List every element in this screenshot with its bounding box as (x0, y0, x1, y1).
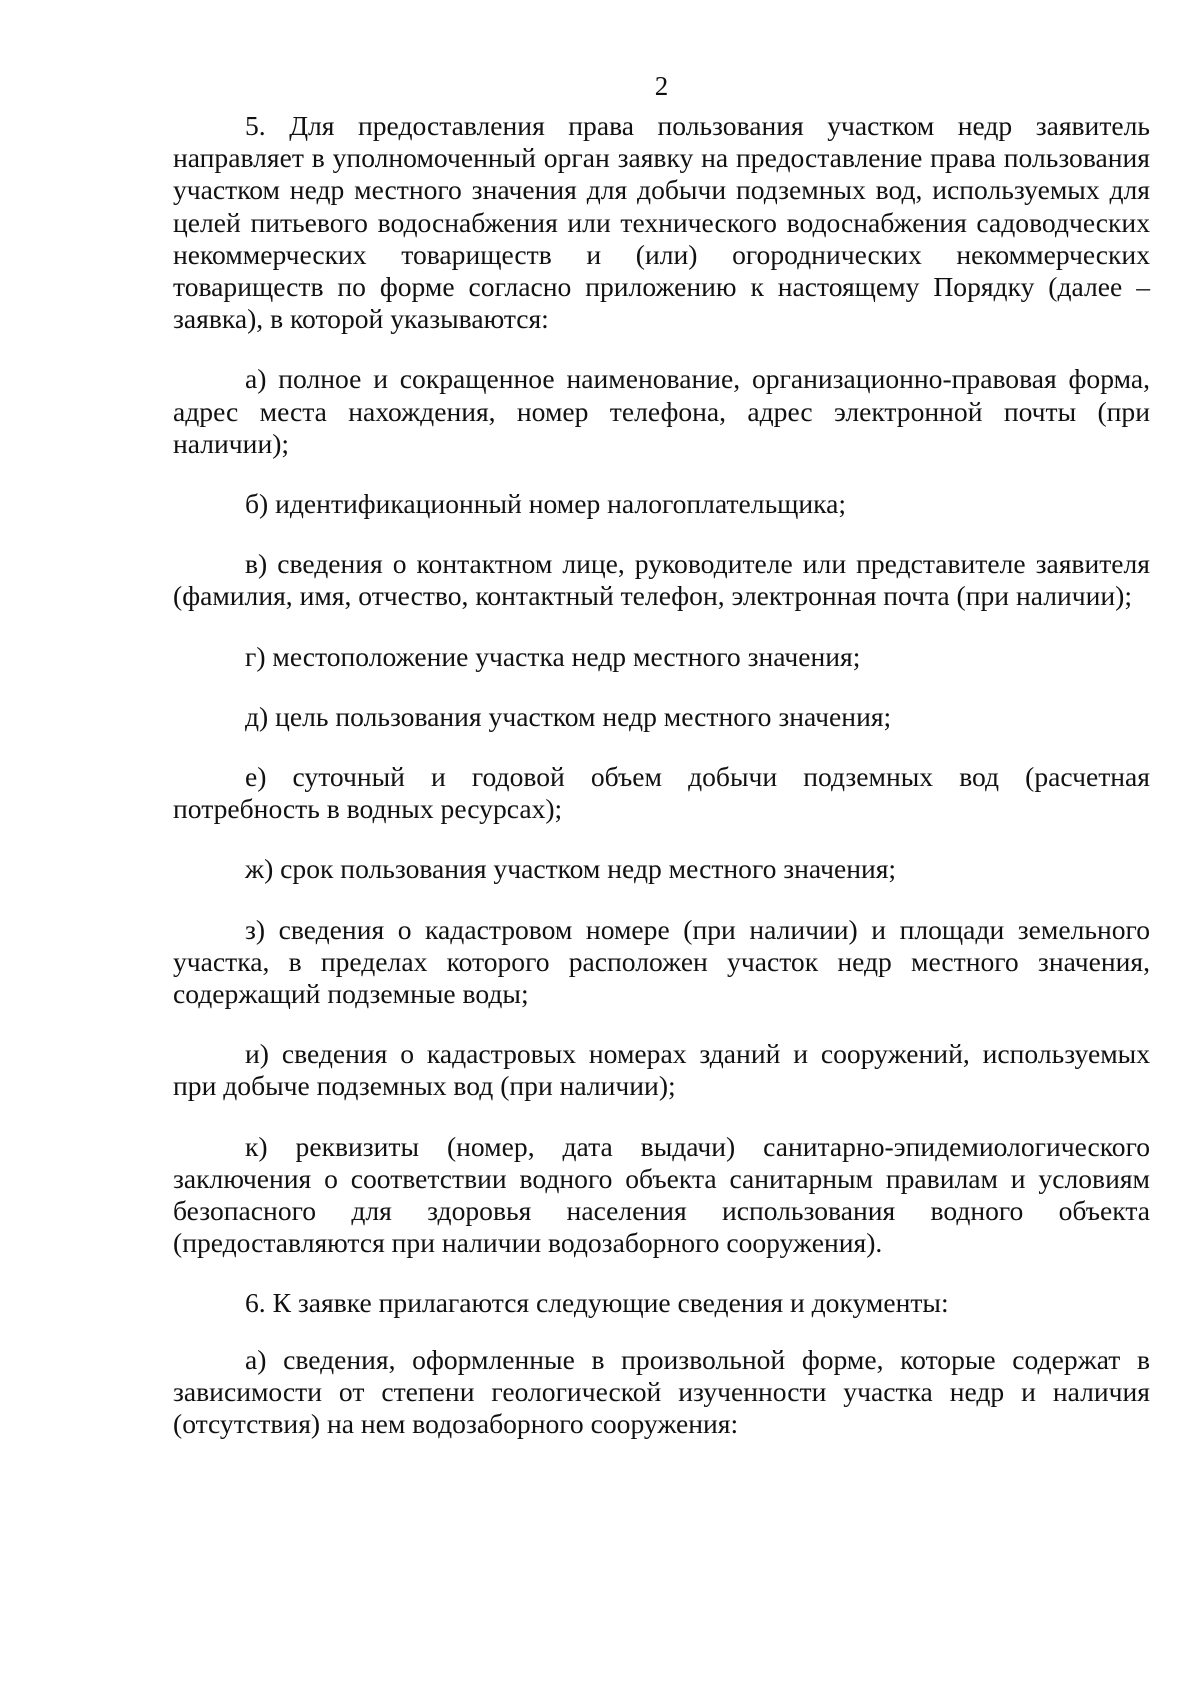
paragraph-6-attachments: 6. К заявке прилагаются следующие сведения и документы: (245, 1287, 949, 1319)
paragraph-5v-contact-person: в) сведения о контактном лице, руководителе или представителе заявителя (фамилия, имя, отчество, контактный телефон, электронная почта (при наличии); (173, 548, 1150, 612)
paragraph-5-application: 5. Для предоставления права пользования участком недр заявитель направляет в уполномоченный орган заявку на предоставление права пользования участком недр местного значения для добычи подземных вод, используемых для целей питьевого водоснабжения или технического водоснабжения садоводческих некоммерческих товариществ и (или) огороднических некоммерческих товариществ по форме согласно приложению к настоящему Порядку (далее – заявка), в которой указываются: (173, 110, 1150, 335)
page-number: 2 (654, 71, 669, 101)
paragraph-5b-inn: б) идентификационный номер налогоплательщика; (245, 488, 847, 520)
paragraph-5k-sanitary-conclusion: к) реквизиты (номер, дата выдачи) санитарно-эпидемиологического заключения о соответствии водного объекта санитарным правилам и условиям безопасного для здоровья населения использования водного объекта (предоставляются при наличии водозаборного сооружения). (173, 1130, 1150, 1259)
paragraph-5i-buildings: и) сведения о кадастровых номерах зданий и сооружений, используемых при добыче подземных вод (при наличии); (173, 1038, 1150, 1102)
document-page (173, 70, 1150, 1440)
paragraph-5zh-term: ж) срок пользования участком недр местного значения; (245, 853, 897, 885)
paragraph-5z-land-plot: з) сведения о кадастровом номере (при наличии) и площади земельного участка, в пределах которого расположен участок недр местного значения, содержащий подземные воды; (173, 913, 1150, 1010)
paragraph-5d-purpose: д) цель пользования участком недр местного значения; (245, 700, 892, 732)
paragraph-5e-volume: е) суточный и годовой объем добычи подземных вод (расчетная потребность в водных ресурсах); (173, 761, 1150, 825)
paragraph-5g-location: г) местоположение участка недр местного значения; (245, 640, 861, 672)
paragraph-5a-name-address: а) полное и сокращенное наименование, организационно-правовая форма, адрес места нахождения, номер телефона, адрес электронной почты (при наличии); (173, 363, 1150, 459)
paragraph-6a-information: а) сведения, оформленные в произвольной форме, которые содержат в зависимости от степени геологической изученности участка недр и наличия (отсутствия) на нем водозаборного сооружения: (173, 1343, 1150, 1440)
